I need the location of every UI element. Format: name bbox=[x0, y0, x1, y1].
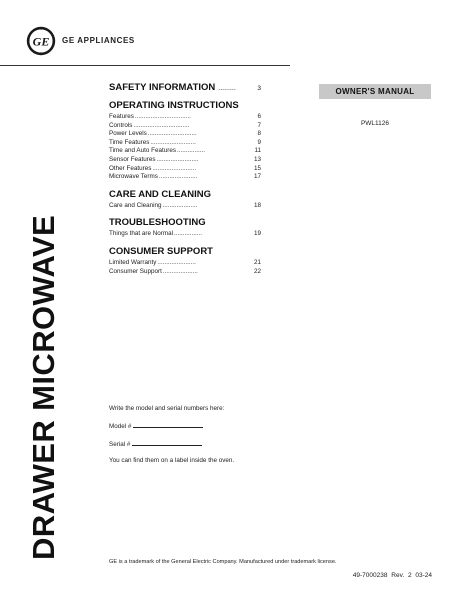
toc-entry[interactable] bbox=[109, 165, 261, 174]
toc-entry[interactable] bbox=[109, 122, 261, 131]
document-number: 49-7000238 Rev. 2 03-24 bbox=[352, 572, 432, 579]
toc-entry-label: Time Features bbox=[109, 138, 150, 146]
toc-section-care bbox=[109, 189, 261, 211]
toc-page-number: 3 bbox=[257, 85, 261, 92]
header-divider bbox=[0, 65, 290, 66]
toc-entry[interactable] bbox=[109, 130, 261, 139]
toc-heading bbox=[109, 82, 261, 93]
serial-info-block bbox=[109, 405, 259, 473]
toc-entry-label: Microwave Terms bbox=[109, 173, 158, 181]
toc-entry-label: Time and Auto Features bbox=[109, 147, 176, 155]
toc-page-number: 7 bbox=[257, 121, 261, 129]
toc-leader: ......................... bbox=[152, 164, 197, 172]
model-field bbox=[109, 421, 259, 431]
toc-entry[interactable] bbox=[109, 259, 261, 268]
toc-entry[interactable] bbox=[109, 230, 261, 239]
brand-name: GE APPLIANCES bbox=[62, 36, 135, 45]
serial-field-label: Serial # bbox=[109, 441, 131, 448]
logo-text: GE bbox=[32, 34, 50, 49]
toc-section-troubleshooting bbox=[109, 217, 261, 239]
serial-intro: Write the model and serial numbers here: bbox=[109, 405, 225, 412]
toc-section-support bbox=[109, 246, 261, 276]
toc-entry[interactable] bbox=[109, 139, 261, 148]
toc-entry[interactable] bbox=[109, 113, 261, 122]
toc-entry[interactable] bbox=[109, 173, 261, 182]
toc-heading-title: SAFETY INFORMATION bbox=[109, 82, 216, 93]
toc-section-operating bbox=[109, 100, 261, 182]
model-field-line bbox=[133, 421, 203, 428]
toc-leader: ........................ bbox=[156, 155, 199, 163]
toc-leader: ................ bbox=[174, 230, 203, 238]
toc-entry-label: Sensor Features bbox=[109, 155, 156, 163]
toc-entry-label: Controls bbox=[109, 121, 133, 129]
toc-leader: ................ bbox=[176, 147, 205, 155]
toc-page-number: 13 bbox=[253, 155, 261, 163]
toc-heading-title: TROUBLESHOOTING bbox=[109, 217, 206, 229]
toc-page-number: 19 bbox=[253, 230, 261, 238]
toc-leader: .................... bbox=[162, 201, 198, 209]
toc-leader: .................... bbox=[162, 267, 198, 275]
toc-entry-label: Things that are Normal bbox=[109, 230, 174, 238]
toc-entry-label: Power Levels bbox=[109, 130, 147, 138]
toc-entry[interactable] bbox=[109, 147, 261, 156]
product-title: DRAWER MICROWAVE bbox=[26, 214, 61, 560]
toc-page-number: 21 bbox=[253, 258, 261, 266]
toc-leader: ......... bbox=[218, 85, 236, 92]
toc-page-number: 6 bbox=[257, 113, 261, 120]
model-field-label: Model # bbox=[109, 423, 132, 430]
trademark-notice: GE is a trademark of the General Electric Company. Manufactured under trademark license. bbox=[109, 559, 337, 565]
toc-leader: ................................ bbox=[134, 113, 191, 120]
toc-entry-label: Limited Warranty bbox=[109, 258, 157, 266]
toc-leader: ...................... bbox=[158, 173, 198, 181]
toc-page-number: 22 bbox=[253, 267, 261, 275]
serial-field bbox=[109, 439, 259, 449]
toc-heading-title: CONSUMER SUPPORT bbox=[109, 245, 213, 257]
toc-page-number: 11 bbox=[254, 147, 261, 155]
model-number: PWL1126 bbox=[360, 120, 390, 127]
toc-page-number: 15 bbox=[253, 164, 261, 172]
serial-field-line bbox=[132, 439, 202, 446]
toc-entry[interactable] bbox=[109, 156, 261, 165]
ge-logo bbox=[26, 26, 56, 56]
toc-leader: ............................ bbox=[147, 130, 197, 138]
table-of-contents bbox=[109, 82, 261, 283]
owners-manual-label: OWNER'S MANUAL bbox=[319, 84, 431, 99]
toc-entry-label: Care and Cleaning bbox=[109, 201, 162, 209]
toc-heading-title: OPERATING INSTRUCTIONS bbox=[109, 100, 239, 111]
toc-page-number: 18 bbox=[253, 201, 261, 209]
toc-entry[interactable] bbox=[109, 202, 261, 211]
toc-entry-label: Other Features bbox=[109, 164, 152, 172]
toc-leader: ................................ bbox=[133, 121, 190, 129]
toc-heading-title: CARE AND CLEANING bbox=[109, 188, 212, 200]
toc-leader: ...................... bbox=[157, 258, 196, 266]
serial-note: You can find them on a label inside the oven. bbox=[109, 457, 235, 464]
toc-leader: .......................... bbox=[150, 138, 196, 146]
toc-section-safety bbox=[109, 82, 261, 93]
toc-entry-label: Consumer Support bbox=[109, 267, 162, 275]
toc-entry-label: Features bbox=[109, 113, 134, 120]
toc-page-number: 8 bbox=[257, 130, 261, 138]
toc-page-number: 17 bbox=[253, 173, 261, 181]
toc-entry[interactable] bbox=[109, 268, 261, 277]
toc-page-number: 9 bbox=[257, 138, 261, 146]
